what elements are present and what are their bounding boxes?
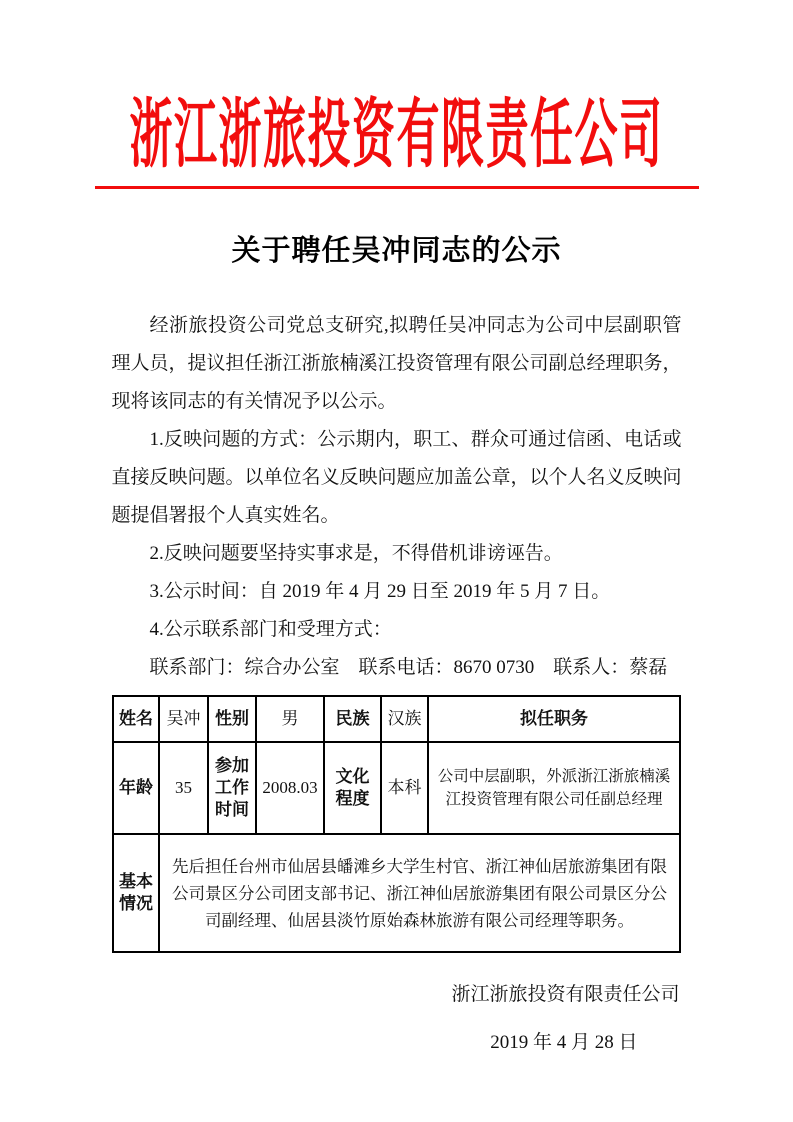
letterhead-section xyxy=(0,72,793,189)
signature-block xyxy=(112,983,682,1055)
table-row xyxy=(113,834,680,952)
work-start-value: 2008.03 xyxy=(256,742,324,834)
work-start-label: 参加工作时间 xyxy=(208,742,256,834)
age-value: 35 xyxy=(159,742,208,834)
signature-company: 浙江浙旅投资有限责任公司 xyxy=(451,984,680,1005)
table-row xyxy=(113,742,680,834)
position-label: 拟任职务 xyxy=(428,696,680,742)
paragraph-item-1: 1.反映问题的方式：公示期内，职工、群众可通过信函、电话或直接反映问题。以单位名义反映问题应加盖公章，以个人名义反映问题提倡署报个人真实姓名。 xyxy=(111,429,682,526)
signature-date: 2019 年 4 月 28 日 xyxy=(490,1032,638,1053)
age-label: 年龄 xyxy=(113,742,159,834)
paragraph-item-2: 2.反映问题要坚持实事求是，不得借机诽谤诬告。 xyxy=(149,543,563,564)
profile-label: 基本情况 xyxy=(113,834,159,952)
gender-label: 性别 xyxy=(208,696,256,742)
letterhead-rule xyxy=(95,186,699,189)
education-label: 文化程度 xyxy=(324,742,381,834)
company-letterhead-title: 浙江浙旅投资有限责任公司 xyxy=(129,94,664,178)
paragraph-intro: 经浙旅投资公司党总支研究,拟聘任吴冲同志为公司中层副职管理人员，提议担任浙江浙旅楠溪江投资管理有限公司副总经理职务，现将该同志的有关情况予以公示。 xyxy=(111,315,682,412)
document-title: 关于聘任吴冲同志的公示 xyxy=(231,235,562,267)
paragraph-contact: 联系部门：综合办公室 联系电话：8670 0730 联系人：蔡磊 xyxy=(149,657,668,678)
ethnicity-label: 民族 xyxy=(324,696,381,742)
name-label: 姓名 xyxy=(113,696,159,742)
education-value: 本科 xyxy=(381,742,428,834)
ethnicity-value: 汉族 xyxy=(381,696,428,742)
gender-value: 男 xyxy=(256,696,324,742)
profile-value: 先后担任台州市仙居县皤滩乡大学生村官、浙江神仙居旅游集团有限公司景区分公司团支部书记、浙江神仙居旅游集团有限公司景区分公司副经理、仙居县淡竹原始森林旅游有限公司经理等职务。 xyxy=(159,834,680,952)
candidate-info-table xyxy=(112,695,681,953)
table-row xyxy=(113,696,680,742)
paragraph-item-4: 4.公示联系部门和受理方式： xyxy=(149,619,392,640)
position-value: 公司中层副职，外派浙江浙旅楠溪江投资管理有限公司任副总经理 xyxy=(428,742,680,834)
document-body xyxy=(112,307,682,687)
letterhead xyxy=(0,72,793,186)
name-value: 吴冲 xyxy=(159,696,208,742)
paragraph-item-3: 3.公示时间：自 2019 年 4 月 29 日至 2019 年 5 月 7 日。 xyxy=(149,581,611,602)
